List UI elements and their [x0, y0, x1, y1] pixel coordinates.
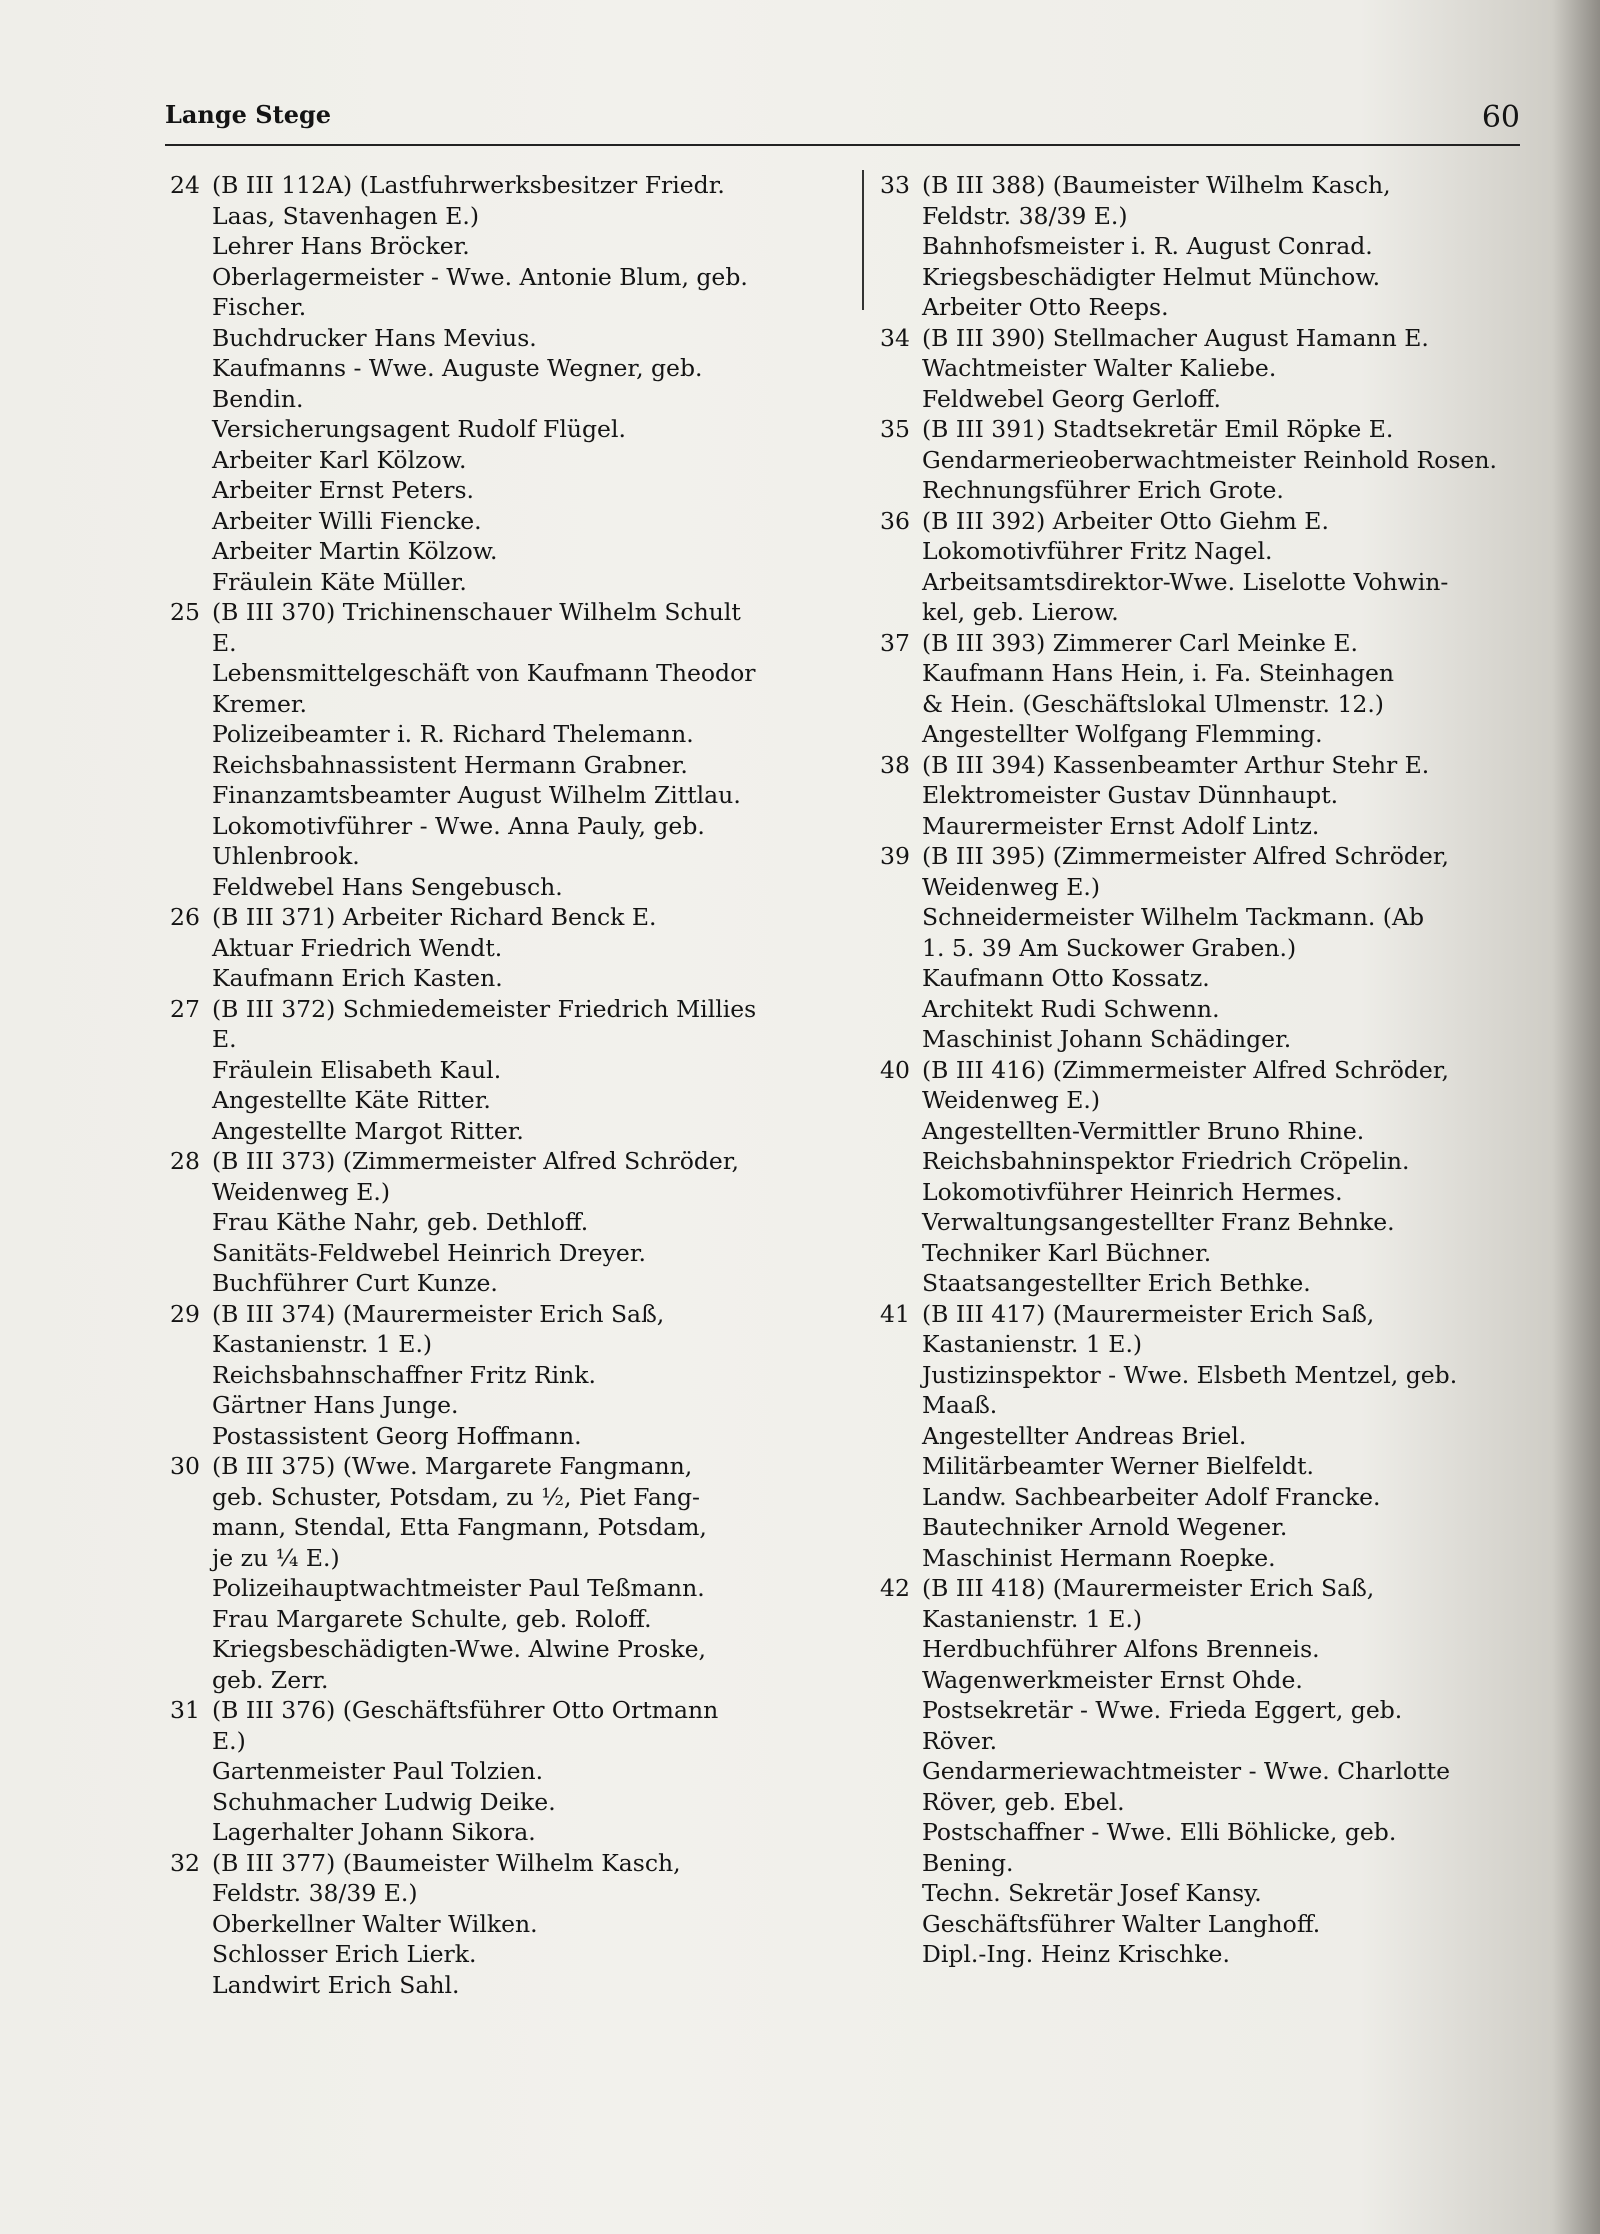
entry-line: Lokomotivführer Fritz Nagel. [922, 537, 1273, 565]
entry-line: Reichsbahninspektor Friedrich Cröpelin. [922, 1147, 1410, 1175]
entry-line: Feldwebel Georg Gerloff. [922, 384, 1221, 413]
entry-line: Aktuar Friedrich Wendt. [212, 933, 503, 962]
entry-line: Finanzamtsbeamter August Wilhelm Zittlau. [212, 781, 741, 809]
entry-line: (B III 371) Arbeiter Richard Benck E. [212, 903, 657, 931]
house-entry [880, 170, 1530, 323]
entry-line: Arbeiter Ernst Peters. [212, 476, 474, 504]
entry-line: Postschaffner - Wwe. Elli Böhlicke, geb. [922, 1818, 1397, 1846]
entry-line: Lehrer Hans Bröcker. [212, 232, 470, 260]
entry-line: Wagenwerkmeister Ernst Ohde. [922, 1665, 1303, 1694]
entry-line: (B III 418) (Maurermeister Erich Saß, [922, 1574, 1375, 1602]
entry-line: (B III 390) Stellmacher August Hamann E. [922, 323, 1429, 352]
page-header [165, 100, 1520, 144]
house-entry [170, 1695, 850, 1848]
house-number: 42 [880, 1574, 910, 1602]
entry-line: Arbeiter Otto Reeps. [922, 293, 1169, 321]
house-entry [880, 1299, 1530, 1574]
entry-line: Kaufmanns - Wwe. Auguste Wegner, geb. [212, 354, 703, 382]
entry-line: Herdbuchführer Alfons Brenneis. [922, 1635, 1320, 1663]
house-number: 39 [880, 842, 910, 870]
house-number: 28 [170, 1147, 200, 1175]
entry-line: Kaufmann Otto Kossatz. [922, 964, 1210, 992]
entry-line: (B III 374) (Maurermeister Erich Saß, [212, 1299, 665, 1328]
entry-line: Laas, Stavenhagen E.) [212, 201, 479, 230]
entry-line: Reichsbahnassistent Hermann Grabner. [212, 750, 688, 779]
house-number: 30 [170, 1452, 200, 1480]
entry-line: Kremer. [212, 689, 308, 718]
house-entry [880, 1573, 1530, 1970]
entry-line: Landwirt Erich Sahl. [212, 1970, 460, 1999]
entry-line: Weidenweg E.) [922, 872, 1101, 901]
entry-line: Techn. Sekretär Josef Kansy. [922, 1879, 1262, 1907]
house-entry [880, 414, 1530, 506]
entry-line: Fräulein Elisabeth Kaul. [212, 1055, 502, 1084]
entry-line: Justizinspektor - Wwe. Elsbeth Mentzel, geb. [922, 1360, 1458, 1389]
entry-line: Bahnhofsmeister i. R. August Conrad. [922, 232, 1373, 260]
house-entry [170, 170, 850, 597]
house-entry [880, 506, 1530, 628]
entry-line: Fischer. [212, 293, 307, 321]
house-entry [170, 1848, 850, 2001]
header-rule [165, 144, 1520, 146]
entry-line: Kastanienstr. 1 E.) [922, 1330, 1143, 1358]
entry-line: Maschinist Hermann Roepke. [922, 1543, 1276, 1572]
entry-line: Polizeihauptwachtmeister Paul Teßmann. [212, 1574, 705, 1602]
house-entry [880, 323, 1530, 415]
house-entry [880, 841, 1530, 1055]
entry-line: Polizeibeamter i. R. Richard Thelemann. [212, 720, 694, 748]
page-number: 60 [1481, 100, 1520, 135]
entry-line: Geschäftsführer Walter Langhoff. [922, 1909, 1321, 1938]
entry-line: Arbeiter Martin Kölzow. [212, 537, 498, 565]
entry-line: Maschinist Johann Schädinger. [922, 1025, 1292, 1053]
entry-line: Postsekretär - Wwe. Frieda Eggert, geb. [922, 1696, 1403, 1724]
house-number: 35 [880, 415, 910, 443]
entry-line: Kaufmann Hans Hein, i. Fa. Steinhagen [922, 659, 1395, 687]
house-entry [880, 1055, 1530, 1299]
entry-line: Röver. [922, 1726, 998, 1755]
entry-line: kel, geb. Lierow. [922, 598, 1119, 626]
entry-line: Lebensmittelgeschäft von Kaufmann Theodor [212, 659, 756, 687]
entry-line: (B III 395) (Zimmermeister Alfred Schröder, [922, 842, 1449, 870]
entry-line: (B III 392) Arbeiter Otto Giehm E. [922, 506, 1329, 535]
house-entry [170, 1299, 850, 1452]
entry-line: Weidenweg E.) [212, 1177, 391, 1206]
entry-line: Kastanienstr. 1 E.) [922, 1604, 1143, 1633]
entry-line: Angestellten-Vermittler Bruno Rhine. [922, 1116, 1365, 1145]
house-number: 24 [170, 171, 200, 199]
entry-line: Angestellte Käte Ritter. [212, 1086, 491, 1114]
entry-line: Gartenmeister Paul Tolzien. [212, 1757, 544, 1785]
entry-line: (B III 377) (Baumeister Wilhelm Kasch, [212, 1848, 681, 1877]
entry-line: Bautechniker Arnold Wegener. [922, 1513, 1288, 1541]
house-number: 36 [880, 506, 910, 535]
entry-line: Schuhmacher Ludwig Deike. [212, 1787, 556, 1816]
entry-line: Dipl.-Ing. Heinz Krischke. [922, 1940, 1230, 1968]
entry-line: Wachtmeister Walter Kaliebe. [922, 354, 1277, 382]
entry-line: 1. 5. 39 Am Suckower Graben.) [922, 933, 1297, 962]
entry-line: (B III 391) Stadtsekretär Emil Röpke E. [922, 415, 1394, 443]
entry-line: Militärbeamter Werner Bielfeldt. [922, 1452, 1315, 1480]
entry-line: (B III 393) Zimmerer Carl Meinke E. [922, 628, 1358, 657]
house-number: 34 [880, 323, 910, 352]
house-number: 31 [170, 1696, 200, 1724]
entry-line: Buchführer Curt Kunze. [212, 1269, 498, 1297]
entry-line: Kastanienstr. 1 E.) [212, 1330, 433, 1358]
entry-line: Schlosser Erich Lierk. [212, 1940, 477, 1968]
entry-line: je zu ¼ E.) [212, 1543, 340, 1572]
entry-line: Angestellter Wolfgang Flemming. [922, 720, 1323, 748]
entry-line: Architekt Rudi Schwenn. [922, 994, 1220, 1023]
entry-line: Frau Käthe Nahr, geb. Dethloff. [212, 1208, 589, 1236]
entry-line: geb. Schuster, Potsdam, zu ½, Piet Fang- [212, 1482, 700, 1511]
entry-line: (B III 372) Schmiedemeister Friedrich Millies [212, 994, 757, 1023]
entry-line: Lagerhalter Johann Sikora. [212, 1818, 536, 1846]
entry-line: Kriegsbeschädigter Helmut Münchow. [922, 262, 1381, 291]
entry-line: Staatsangestellter Erich Bethke. [922, 1269, 1311, 1297]
entry-line: Weidenweg E.) [922, 1086, 1101, 1114]
house-number: 26 [170, 903, 200, 931]
entry-line: Lokomotivführer Heinrich Hermes. [922, 1177, 1343, 1206]
right-column [880, 170, 1530, 1970]
house-entry [170, 994, 850, 1147]
entry-line: (B III 373) (Zimmermeister Alfred Schröder, [212, 1147, 739, 1175]
entry-line: Sanitäts-Feldwebel Heinrich Dreyer. [212, 1238, 646, 1267]
house-entry [170, 597, 850, 902]
entry-line: Reichsbahnschaffner Fritz Rink. [212, 1360, 597, 1389]
entry-line: Bendin. [212, 384, 304, 413]
entry-line: Arbeiter Karl Kölzow. [212, 445, 467, 474]
entry-line: Oberkellner Walter Wilken. [212, 1909, 538, 1938]
entry-line: Techniker Karl Büchner. [922, 1238, 1212, 1267]
house-entry [170, 1451, 850, 1695]
entry-line: Gärtner Hans Junge. [212, 1391, 459, 1419]
entry-line: Rechnungsführer Erich Grote. [922, 476, 1284, 504]
entry-line: Arbeitsamtsdirektor-Wwe. Liselotte Vohwin- [922, 567, 1449, 596]
entry-line: Feldstr. 38/39 E.) [212, 1879, 418, 1907]
entry-line: Angestellte Margot Ritter. [212, 1116, 524, 1145]
entry-line: Oberlagermeister - Wwe. Antonie Blum, geb. [212, 262, 748, 291]
entry-line: Landw. Sachbearbeiter Adolf Francke. [922, 1482, 1381, 1511]
house-number: 38 [880, 750, 910, 779]
entry-line: Buchdrucker Hans Mevius. [212, 323, 537, 352]
entry-line: (B III 376) (Geschäftsführer Otto Ortmann [212, 1696, 719, 1724]
entry-line: Kriegsbeschädigten-Wwe. Alwine Proske, [212, 1635, 706, 1663]
entry-line: Feldstr. 38/39 E.) [922, 201, 1128, 230]
left-column [170, 170, 850, 2000]
house-number: 37 [880, 628, 910, 657]
entry-line: Gendarmeriewachtmeister - Wwe. Charlotte [922, 1757, 1450, 1785]
entry-line: (B III 112A) (Lastfuhrwerksbesitzer Friedr. [212, 171, 725, 199]
entry-line: Arbeiter Willi Fiencke. [212, 506, 482, 535]
house-number: 33 [880, 171, 910, 199]
running-title: Lange Stege [165, 100, 332, 129]
entry-line: Postassistent Georg Hoffmann. [212, 1421, 582, 1450]
entry-line: Versicherungsagent Rudolf Flügel. [212, 415, 626, 443]
entry-line: Verwaltungsangestellter Franz Behnke. [922, 1208, 1395, 1236]
house-number: 40 [880, 1055, 910, 1084]
entry-line: (B III 375) (Wwe. Margarete Fangmann, [212, 1452, 693, 1480]
house-entry [880, 750, 1530, 842]
entry-line: mann, Stendal, Etta Fangmann, Potsdam, [212, 1513, 707, 1541]
entry-line: Bening. [922, 1848, 1014, 1877]
house-number: 25 [170, 598, 200, 626]
entry-line: E. [212, 1025, 237, 1053]
house-entry [170, 1146, 850, 1299]
house-entry [170, 902, 850, 994]
entry-line: Frau Margarete Schulte, geb. Roloff. [212, 1604, 652, 1633]
entry-line: Röver, geb. Ebel. [922, 1787, 1125, 1816]
entry-line: Elektromeister Gustav Dünnhaupt. [922, 781, 1339, 809]
house-number: 41 [880, 1299, 910, 1328]
entry-line: Schneidermeister Wilhelm Tackmann. (Ab [922, 903, 1424, 931]
entry-line: (B III 394) Kassenbeamter Arthur Stehr E. [922, 750, 1430, 779]
entry-line: Maurermeister Ernst Adolf Lintz. [922, 811, 1320, 840]
entry-line: Feldwebel Hans Sengebusch. [212, 872, 563, 901]
entry-line: (B III 388) (Baumeister Wilhelm Kasch, [922, 171, 1391, 199]
house-number: 29 [170, 1299, 200, 1328]
house-entry [880, 628, 1530, 750]
entry-line: Maaß. [922, 1391, 998, 1419]
entry-line: (B III 416) (Zimmermeister Alfred Schröder, [922, 1055, 1449, 1084]
entry-line: E.) [212, 1726, 246, 1755]
entry-line: Angestellter Andreas Briel. [922, 1421, 1247, 1450]
house-number: 32 [170, 1848, 200, 1877]
entry-line: & Hein. (Geschäftslokal Ulmenstr. 12.) [922, 689, 1384, 718]
entry-line: Gendarmerieoberwachtmeister Reinhold Rosen. [922, 445, 1497, 474]
entry-line: E. [212, 628, 237, 657]
house-number: 27 [170, 994, 200, 1023]
entry-line: (B III 417) (Maurermeister Erich Saß, [922, 1299, 1375, 1328]
entry-line: Lokomotivführer - Wwe. Anna Pauly, geb. [212, 811, 705, 840]
entry-line: (B III 370) Trichinenschauer Wilhelm Schult [212, 598, 741, 626]
entry-line: geb. Zerr. [212, 1665, 329, 1694]
column-divider [862, 170, 864, 310]
entry-line: Kaufmann Erich Kasten. [212, 964, 503, 992]
entry-line: Uhlenbrook. [212, 842, 360, 870]
entry-line: Fräulein Käte Müller. [212, 567, 467, 596]
